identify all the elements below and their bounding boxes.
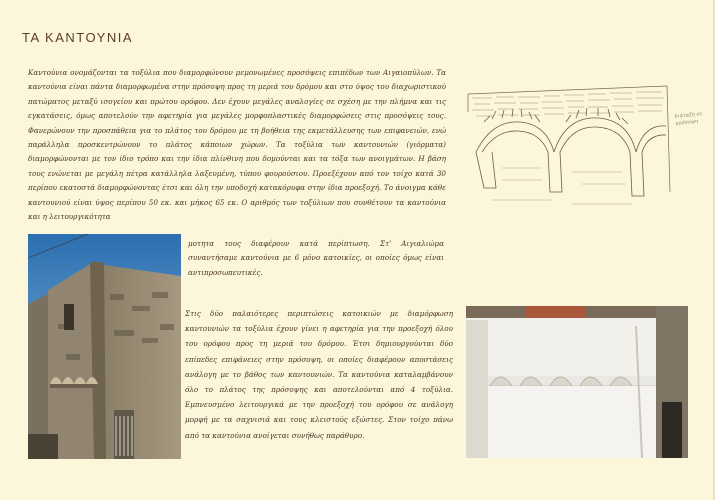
paragraph-3: Στις δύο παλαιότερες περιπτώσεις κατοικιών με διαμόρφωση καντουνιών τα τοξύλια έχουν γίνει η αφετηρία για την προεξοχή όλου του ορόφου προς τη μεριά του δρόμου. Έτσι δημιουργούνται δύο επίπεδες επιφάνειες στην πρόσοψη, οι οποίες διαφέρουν αποστάσεις ανάλογη με το βάθος των καντουνιών. Τα καντούνια καταλαμβάνουν όλο το πλάτος της πρόσοψης και αποτελούνται από 4 τοξύλια. Εμπνευσμένο λειτουργικά με την προεξοχή του ορόφου σε ανάλογη μορφή με τα σαχνισιά και τους κλειστούς εξώστες. Στον τοίχο πάνω από τα καντούνια ανοίγεται συνήθως παράθυρο.: [185, 309, 453, 440]
stone-house-photo: [28, 234, 181, 459]
paragraph-1: Καντούνια ονομάζονται τα τοξύλια που διαμορφώνουν μεμονωμένες προσόψεις επιπέδων των Αιγαιοπύλων. Τα καντούνια είναι πάντα διαμορφωμένα στην πρόσοψη προς τη μεριά του δρόμου και στο ύψος του διαχωριστικού πατώματος μεταξύ ισογείου και πρώτου ορόφου. Δεν έχουν μεγάλες αναλογίες σε σχέση με την πλήμνα και τις εγκατάσεις, όμως αποτελούν την αφετηρία για μεγάλες μορφοπλαστικές διαμορφώσεις στις προσόψεις τους. Φανερώνουν την προσπάθεια για το πλάτος του δρόμου με τη βοήθεια της εκμετάλλευσης των επιφανειών, ενώ παράλληλα προσκεντρώνουν το πλάτος κάποιων χώρων. Τα τοξύλια των καντουνιών (γιόρματα) διαμορφώνονται με τον ίδιο τρόπο και την ίδια πλίνθινη που δομούνται και τα τόξα των ανοιγμάτων. Η βάση τους ενώνεται με μεγάλη πέτρα κατάλληλα λαξευμένη, τύπου φουρούσιου. Προεξέχουν από τον τοίχο κατά 30 περίπου εκατοστά διαμορφώνοντας έτσι και όλη την υποδοχή κατακόρυφα στην ίδια προεξοχή. Το άνοιγμα κάθε καντουνιού είναι ύψος περίπου 50 εκ. και μήκος 65 εκ. Ο αριθμός των τοξύλιων που συνθέτουν τα καντούνια και η λειτουργικότητα: [28, 68, 446, 222]
whitewashed-kantounia-photo: [466, 306, 688, 458]
sketch-annotation: διάταξη σε πρόσοψη: [674, 110, 703, 127]
paragraph-2: μοτητα τους διαφέρουν κατά περίπτωση. Στ' Αιγιαλιώμα συναντήσαμε καντούνια με 6 μόνο κατοικίες, οι οποίες όμως είναι αντιπροσωπευτικές.: [188, 239, 444, 277]
kantounia-sketch: [462, 72, 674, 222]
page-title: ΤΑ ΚΑΝΤΟΥΝΙΑ: [22, 30, 134, 45]
